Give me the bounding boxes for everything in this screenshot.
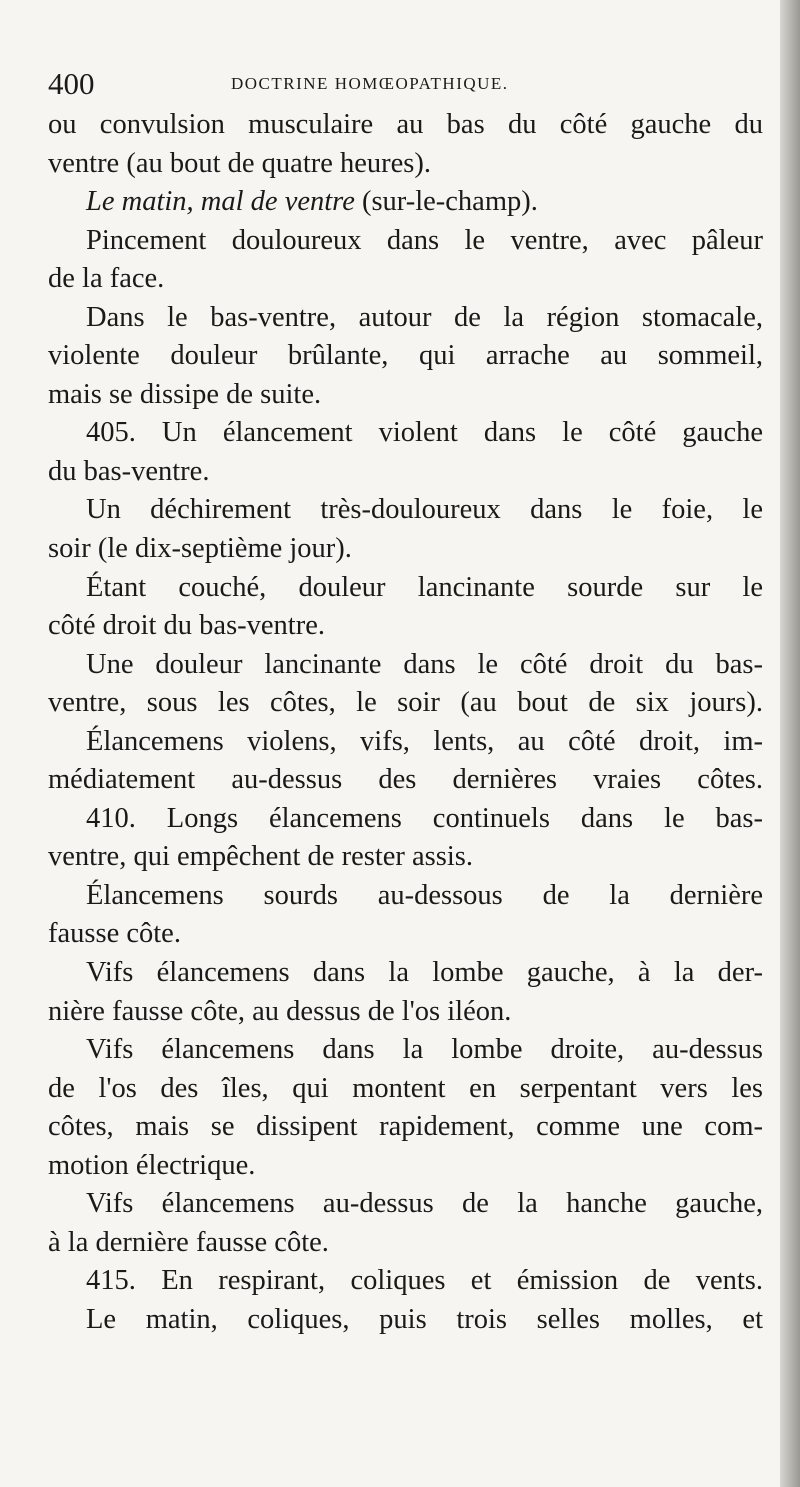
- text-line: de la face.: [48, 263, 165, 295]
- text-line: ventre, sous les côtes, le soir (au bout de six jours).: [48, 687, 763, 719]
- text-line: Élancemens sourds au-dessous de la dernière: [86, 879, 763, 911]
- text-line: médiatement au-dessus des dernières vraies côtes.: [48, 764, 763, 796]
- text-line: Vifs élancemens dans la lombe droite, au-dessus: [86, 1034, 763, 1066]
- text-line: côté droit du bas-ventre.: [48, 610, 325, 642]
- text-line: Pincement douloureux dans le ventre, avec pâleur: [86, 224, 763, 256]
- text-line: Vifs élancemens au-dessus de la hanche gauche,: [86, 1188, 763, 1220]
- text-line: Dans le bas-ventre, autour de la région stomacale,: [86, 301, 763, 333]
- text-line: côtes, mais se dissipent rapidement, comme une com-: [48, 1111, 763, 1143]
- italic-line-rest: (sur-le-champ).: [354, 186, 538, 218]
- body-text: [48, 106, 763, 1340]
- text-line: Une douleur lancinante dans le côté droit du bas-: [86, 648, 763, 680]
- text-line: Un déchirement très-douloureux dans le foie, le: [86, 494, 763, 526]
- text-line: soir (le dix-septième jour).: [48, 533, 352, 565]
- running-title: DOCTRINE HOMŒOPATHIQUE.: [231, 74, 509, 93]
- text-line: 410. Longs élancemens continuels dans le bas-: [86, 802, 763, 834]
- text-line: ventre (au bout de quatre heures).: [48, 147, 431, 179]
- text-line: ou convulsion musculaire au bas du côté gauche du: [48, 109, 763, 140]
- text-line: Vifs élancemens dans la lombe gauche, à la der-: [86, 957, 763, 989]
- text-line: motion électrique.: [48, 1149, 256, 1181]
- page-number: 400: [48, 66, 95, 101]
- text-line: nière fausse côte, au dessus de l'os iléon.: [48, 995, 512, 1027]
- text-line: 415. En respirant, coliques et émission de vents.: [86, 1265, 763, 1297]
- italic-phrase: Le matin, mal de ventre: [86, 186, 355, 218]
- text-line: violente douleur brûlante, qui arrache au sommeil,: [48, 340, 763, 372]
- text-line: mais se dissipe de suite.: [48, 378, 322, 410]
- text-line: Élancemens violens, vifs, lents, au côté droit, im-: [86, 725, 763, 757]
- text-line: du bas-ventre.: [48, 455, 210, 487]
- text-line: à la dernière fausse côte.: [48, 1226, 329, 1258]
- text-line: Étant couché, douleur lancinante sourde sur le: [86, 571, 763, 603]
- text-line: fausse côte.: [48, 918, 181, 950]
- page-header: [48, 64, 748, 104]
- text-line: Le matin, coliques, puis trois selles molles, et: [86, 1303, 763, 1335]
- text-line: ventre, qui empêchent de rester assis.: [48, 841, 473, 873]
- text-line: 405. Un élancement violent dans le côté gauche: [86, 417, 763, 449]
- text-line: de l'os des îles, qui montent en serpentant vers les: [48, 1072, 763, 1104]
- book-gutter-shadow: [780, 0, 800, 1487]
- text-line-italic: [48, 183, 763, 222]
